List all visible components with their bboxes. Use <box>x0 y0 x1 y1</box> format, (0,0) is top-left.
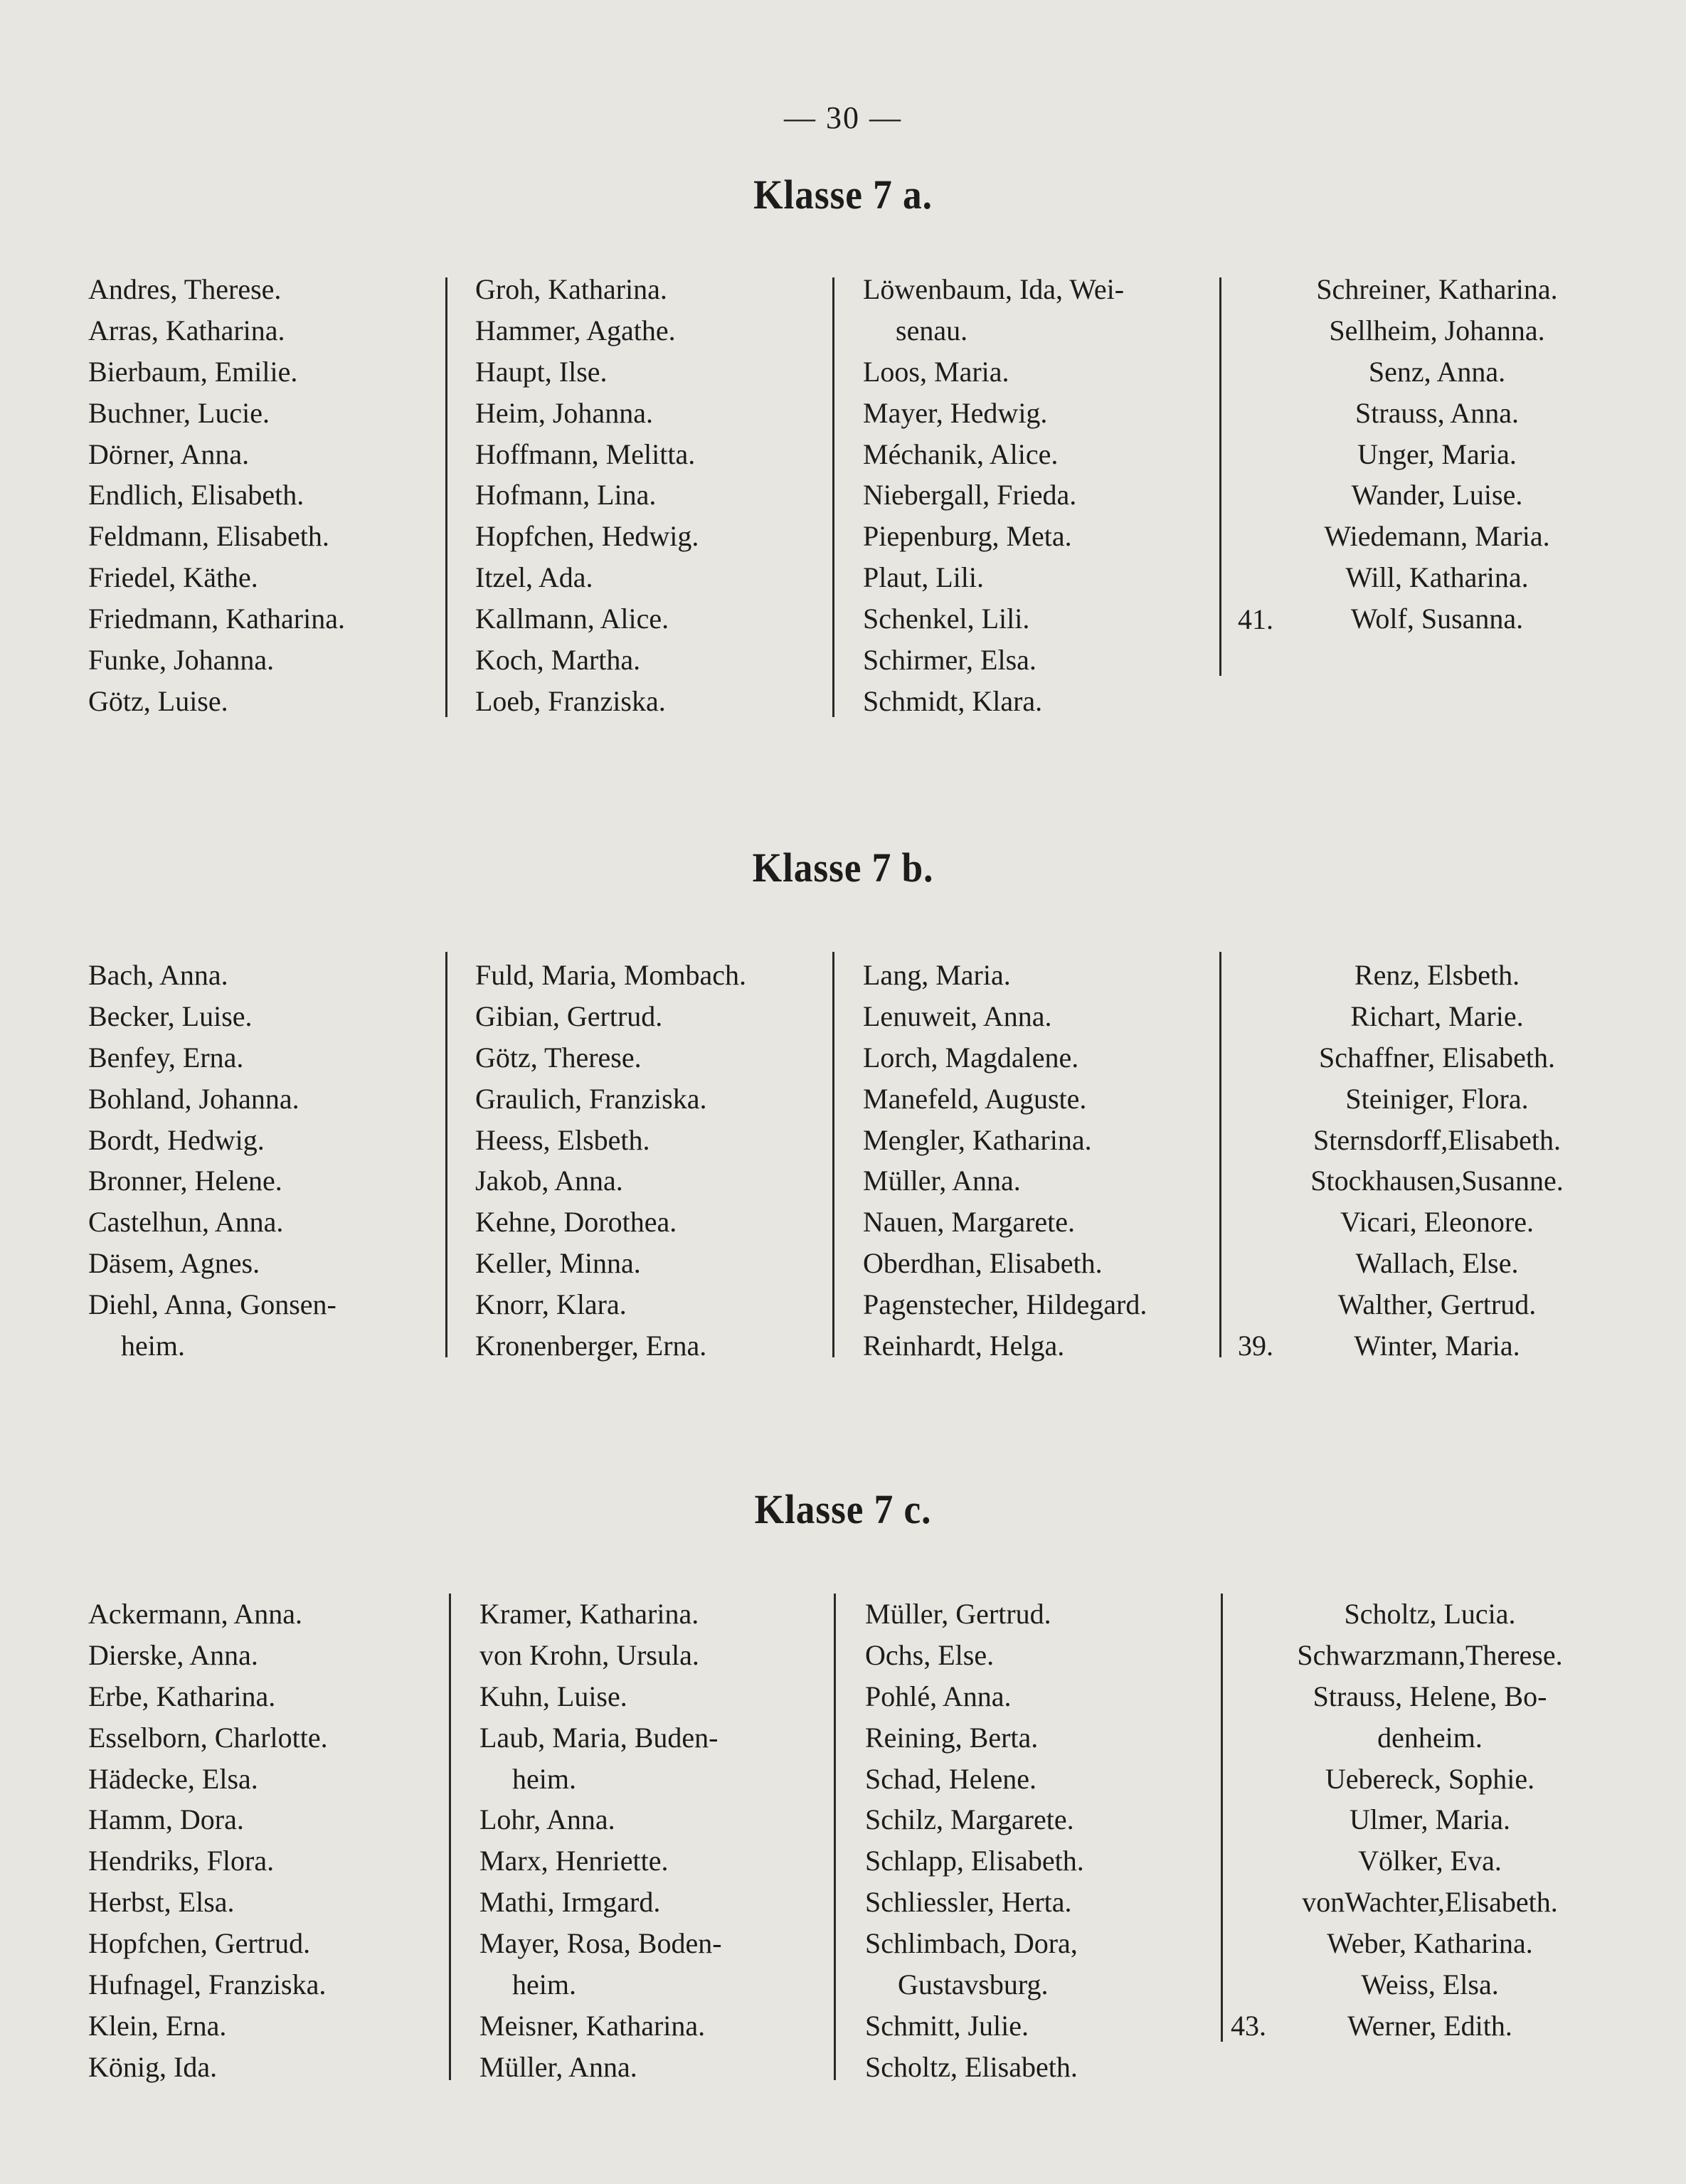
class-count <box>1238 1325 1273 1367</box>
list-item: Lenuweit, Anna. <box>863 1000 1052 1032</box>
name-column-1 <box>88 269 345 722</box>
list-item: Itzel, Ada. <box>475 561 593 594</box>
list-item: Weiss, Elsa. <box>1361 1968 1499 2001</box>
list-item: Schlapp, Elisabeth. <box>865 1845 1084 1877</box>
list-item: Keller, Minna. <box>475 1247 641 1280</box>
page-number: — 30 — <box>784 100 902 135</box>
list-item: Hamm, Dora. <box>88 1803 244 1836</box>
list-item: Scholtz, Elisabeth. <box>865 2050 1078 2083</box>
list-item: Bohland, Johanna. <box>88 1082 299 1115</box>
list-item: Lang, Maria. <box>863 959 1011 991</box>
list-item: Becker, Luise. <box>88 1000 253 1032</box>
list-item: Herbst, Elsa. <box>88 1886 235 1919</box>
list-item: Erbe, Katharina. <box>88 1680 276 1712</box>
list-item: Mengler, Katharina. <box>863 1123 1092 1156</box>
list-item: Uebereck, Sophie. <box>1325 1762 1535 1795</box>
column-divider <box>445 277 447 717</box>
list-item: Schirmer, Elsa. <box>863 644 1036 677</box>
column-divider <box>1219 277 1221 676</box>
list-item: Hammer, Agathe. <box>475 314 676 346</box>
list-item: Schaffner, Elisabeth. <box>1319 1041 1555 1074</box>
list-item: Niebergall, Frieda. <box>863 479 1077 511</box>
list-item: Dierske, Anna. <box>88 1638 258 1671</box>
list-item: Friedmann, Katharina. <box>88 603 345 635</box>
name-column-3 <box>865 1594 1084 2088</box>
list-item: Schad, Helene. <box>865 1762 1037 1795</box>
name-column-1 <box>88 955 336 1367</box>
list-item: Götz, Therese. <box>475 1041 642 1074</box>
list-item: Groh, Katharina. <box>475 273 667 305</box>
list-item: Loeb, Franziska. <box>475 684 666 717</box>
list-item: Lorch, Magdalene. <box>863 1041 1079 1074</box>
name-column-3 <box>863 269 1124 722</box>
list-item: Jakob, Anna. <box>475 1165 623 1197</box>
list-item: Hopfchen, Hedwig. <box>475 520 699 553</box>
list-item: von Krohn, Ursula. <box>479 1638 699 1671</box>
list-item: Schmidt, Klara. <box>863 684 1043 717</box>
list-item: Hofmann, Lina. <box>475 479 657 511</box>
list-item: Will, Katharina. <box>1345 561 1529 594</box>
list-item: Ochs, Else. <box>865 1638 995 1671</box>
list-item: Walther, Gertrud. <box>1337 1288 1537 1321</box>
list-item: Mayer, Rosa, Boden- <box>479 1927 722 1960</box>
list-item: Arras, Katharina. <box>88 314 285 346</box>
list-item: Heess, Elsbeth. <box>475 1123 650 1156</box>
list-item: Heim, Johanna. <box>475 396 653 429</box>
list-item: Buchner, Lucie. <box>88 396 270 429</box>
class-count-value: 41. <box>1238 603 1273 635</box>
list-item: Renz, Elsbeth. <box>1354 959 1520 991</box>
list-item: Haupt, Ilse. <box>475 355 608 388</box>
name-column-1 <box>88 1594 328 2088</box>
list-item: Werner, Edith. <box>1347 2009 1512 2042</box>
list-item: Richart, Marie. <box>1350 1000 1524 1032</box>
name-column-4 <box>1281 955 1594 1367</box>
list-item: Graulich, Franziska. <box>475 1082 707 1115</box>
class-count-value: 39. <box>1238 1330 1273 1362</box>
list-item: Wiedemann, Maria. <box>1324 520 1550 553</box>
list-item: Nauen, Margarete. <box>863 1206 1076 1239</box>
list-item: Schenkel, Lili. <box>863 603 1030 635</box>
list-item: Pagenstecher, Hildegard. <box>863 1288 1147 1321</box>
column-divider <box>832 277 834 717</box>
list-item: denheim. <box>1377 1721 1483 1754</box>
list-item: Kuhn, Luise. <box>479 1680 627 1712</box>
list-item: Senz, Anna. <box>1368 355 1506 388</box>
list-item: Hädecke, Elsa. <box>88 1762 258 1795</box>
name-column-2 <box>475 955 746 1367</box>
list-item: Diehl, Anna, Gonsen- <box>88 1288 336 1321</box>
list-item: Mayer, Hedwig. <box>863 396 1048 429</box>
list-item: Schmitt, Julie. <box>865 2009 1029 2042</box>
list-item: Kallmann, Alice. <box>475 603 669 635</box>
list-item: Ackermann, Anna. <box>88 1598 303 1630</box>
list-item: Plaut, Lili. <box>863 561 984 594</box>
section-title: Klasse 7 a. <box>753 171 933 218</box>
list-item: Müller, Gertrud. <box>865 1598 1051 1630</box>
list-item: Wallach, Else. <box>1355 1247 1519 1280</box>
list-item: heim. <box>121 1330 185 1362</box>
list-item: Laub, Maria, Buden- <box>479 1721 719 1754</box>
list-item: Bach, Anna. <box>88 959 228 991</box>
list-item: Steiniger, Flora. <box>1345 1082 1529 1115</box>
column-divider <box>832 952 834 1357</box>
list-item: Vicari, Eleonore. <box>1340 1206 1534 1239</box>
list-item: Müller, Anna. <box>863 1165 1021 1197</box>
list-item: Pohlé, Anna. <box>865 1680 1012 1712</box>
list-item: Hufnagel, Franziska. <box>88 1968 327 2001</box>
name-column-3 <box>863 955 1147 1367</box>
list-item: Esselborn, Charlotte. <box>88 1721 328 1754</box>
section-title: Klasse 7 c. <box>754 1486 932 1532</box>
list-item: Sternsdorff,Elisabeth. <box>1313 1123 1562 1156</box>
list-item: heim. <box>512 1968 576 2001</box>
list-item: Funke, Johanna. <box>88 644 275 677</box>
list-item: Reining, Berta. <box>865 1721 1039 1754</box>
list-item: König, Ida. <box>88 2050 218 2083</box>
list-item: Loos, Maria. <box>863 355 1009 388</box>
list-item: Winter, Maria. <box>1354 1330 1520 1362</box>
list-item: Strauss, Helene, Bo- <box>1313 1680 1547 1712</box>
class-count <box>1231 2005 1266 2047</box>
list-item: Benfey, Erna. <box>88 1041 244 1074</box>
list-item: Schreiner, Katharina. <box>1316 273 1558 305</box>
list-item: Hoffmann, Melitta. <box>475 438 696 470</box>
list-item: Kronenberger, Erna. <box>475 1330 707 1362</box>
list-item: Bronner, Helene. <box>88 1165 282 1197</box>
column-divider <box>445 952 447 1357</box>
column-divider <box>1219 952 1221 1357</box>
list-item: Schwarzmann,Therese. <box>1297 1638 1563 1671</box>
list-item: Ulmer, Maria. <box>1349 1803 1511 1836</box>
list-item: Schliessler, Herta. <box>865 1886 1072 1919</box>
name-column-2 <box>479 1594 722 2088</box>
list-item: Piepenburg, Meta. <box>863 520 1072 553</box>
list-item: Mathi, Irmgard. <box>479 1886 661 1919</box>
list-item: Weber, Katharina. <box>1327 1927 1533 1960</box>
list-item: Bierbaum, Emilie. <box>88 355 298 388</box>
list-item: Kramer, Katharina. <box>479 1598 699 1630</box>
list-item: Fuld, Maria, Mombach. <box>475 959 747 991</box>
list-item: Feldmann, Elisabeth. <box>88 520 329 553</box>
list-item: Manefeld, Auguste. <box>863 1082 1087 1115</box>
list-item: Unger, Maria. <box>1357 438 1517 470</box>
list-item: Endlich, Elisabeth. <box>88 479 304 511</box>
class-count <box>1238 599 1273 640</box>
list-item: Götz, Luise. <box>88 684 228 717</box>
list-item: Meisner, Katharina. <box>479 2009 706 2042</box>
list-item: Andres, Therese. <box>88 273 282 305</box>
column-divider <box>449 1594 451 2080</box>
list-item: Koch, Martha. <box>475 644 641 677</box>
list-item: Reinhardt, Helga. <box>863 1330 1065 1362</box>
list-item: Oberdhan, Elisabeth. <box>863 1247 1103 1280</box>
list-item: Völker, Eva. <box>1358 1845 1502 1877</box>
name-column-4 <box>1281 269 1594 640</box>
list-item: Wander, Luise. <box>1351 479 1523 511</box>
list-item: Castelhun, Anna. <box>88 1206 284 1239</box>
list-item: Schilz, Margarete. <box>865 1803 1074 1836</box>
list-item: Klein, Erna. <box>88 2009 227 2042</box>
list-item: Gustavsburg. <box>898 1968 1049 2001</box>
list-item: Stockhausen,Susanne. <box>1310 1165 1564 1197</box>
list-item: senau. <box>896 314 968 346</box>
class-count-value: 43. <box>1231 2010 1266 2042</box>
list-item: Lohr, Anna. <box>479 1803 615 1836</box>
column-divider <box>1221 1594 1223 2042</box>
list-item: Bordt, Hedwig. <box>88 1123 265 1156</box>
list-item: Löwenbaum, Ida, Wei- <box>863 273 1125 305</box>
name-column-2 <box>475 269 699 722</box>
list-item: Schlimbach, Dora, <box>865 1927 1078 1960</box>
list-item: Hendriks, Flora. <box>88 1845 275 1877</box>
list-item: Wolf, Susanna. <box>1350 603 1524 635</box>
section-title: Klasse 7 b. <box>752 844 934 891</box>
list-item: Sellheim, Johanna. <box>1329 314 1545 346</box>
list-item: Méchanik, Alice. <box>863 438 1059 470</box>
list-item: heim. <box>512 1762 576 1795</box>
column-divider <box>834 1594 836 2080</box>
list-item: Hopfchen, Gertrud. <box>88 1927 311 1960</box>
list-item: vonWachter,Elisabeth. <box>1302 1886 1558 1919</box>
name-column-4 <box>1273 1594 1586 2047</box>
list-item: Scholtz, Lucia. <box>1344 1598 1516 1630</box>
list-item: Strauss, Anna. <box>1355 396 1519 429</box>
list-item: Marx, Henriette. <box>479 1845 669 1877</box>
list-item: Dörner, Anna. <box>88 438 250 470</box>
list-item: Müller, Anna. <box>479 2050 637 2083</box>
list-item: Däsem, Agnes. <box>88 1247 260 1280</box>
list-item: Knorr, Klara. <box>475 1288 627 1321</box>
list-item: Friedel, Käthe. <box>88 561 258 594</box>
list-item: Gibian, Gertrud. <box>475 1000 663 1032</box>
list-item: Kehne, Dorothea. <box>475 1206 677 1239</box>
